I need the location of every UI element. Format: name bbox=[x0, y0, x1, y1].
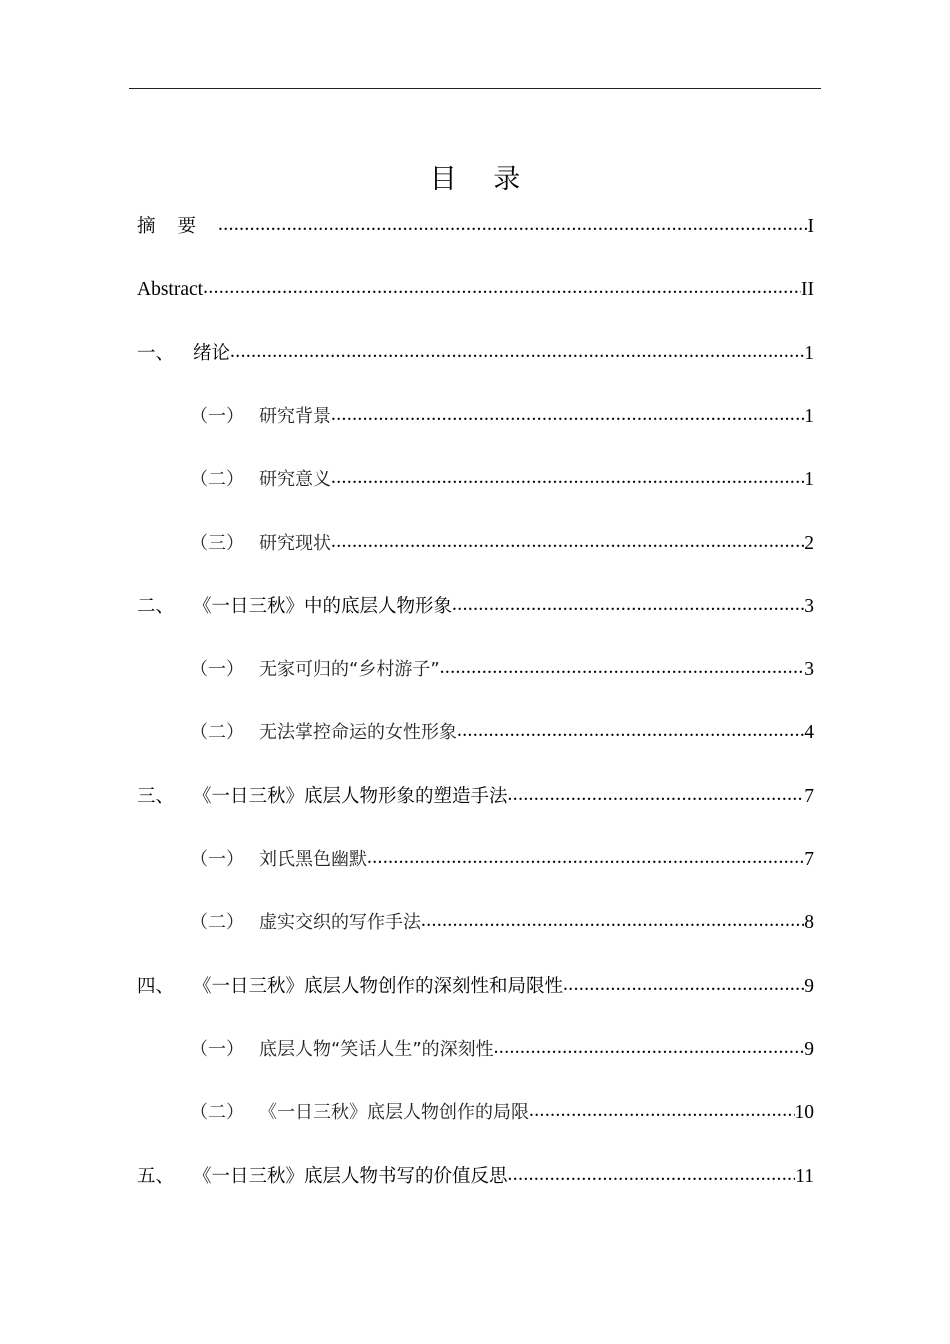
toc-dot-leader bbox=[529, 1100, 795, 1122]
toc-entry-page-number: 8 bbox=[804, 912, 814, 933]
toc-entry-label: 虚实交织的写作手法 bbox=[259, 912, 421, 933]
toc-dot-leader bbox=[508, 784, 805, 806]
toc-entry-number: 二、 bbox=[137, 596, 175, 617]
toc-dot-leader bbox=[331, 531, 804, 553]
toc-entry[interactable] bbox=[190, 651, 814, 681]
toc-dot-leader bbox=[494, 1037, 805, 1059]
toc-entry-label: 研究意义 bbox=[259, 469, 331, 490]
toc-entry[interactable] bbox=[190, 714, 814, 744]
toc-entry-number: 五、 bbox=[137, 1166, 175, 1187]
toc-entry-label: Abstract bbox=[137, 279, 204, 300]
toc-entry[interactable] bbox=[137, 588, 814, 618]
toc-entry-number: （二） bbox=[190, 912, 244, 933]
toc-entry-label: 无家可归的“乡村游子” bbox=[259, 659, 440, 680]
toc-entry[interactable] bbox=[190, 1094, 814, 1124]
toc-entry-label: 研究背景 bbox=[259, 406, 331, 427]
toc-entry[interactable] bbox=[137, 968, 814, 998]
toc-entry-page-number: 10 bbox=[794, 1102, 814, 1123]
toc-entry-number: （一） bbox=[190, 849, 244, 870]
toc-entry[interactable] bbox=[190, 398, 814, 428]
toc-entry-page-number: 11 bbox=[795, 1166, 814, 1187]
toc-entry-label: 《一日三秋》底层人物创作的深刻性和局限性 bbox=[193, 976, 564, 997]
toc-entry-page-number: 1 bbox=[804, 469, 814, 490]
toc-dot-leader bbox=[508, 1164, 796, 1186]
toc-entry-page-number: 3 bbox=[804, 659, 814, 680]
toc-entry-label: 摘要 bbox=[137, 216, 219, 237]
toc-entry-label: 《一日三秋》底层人物形象的塑造手法 bbox=[193, 786, 508, 807]
toc-dot-leader bbox=[331, 467, 804, 489]
toc-entry-page-number: 2 bbox=[804, 533, 814, 554]
toc-entry-page-number: 1 bbox=[804, 406, 814, 427]
toc-entry[interactable] bbox=[190, 525, 814, 555]
toc-entry[interactable] bbox=[137, 778, 814, 808]
toc-dot-leader bbox=[563, 974, 804, 996]
toc-entry-page-number: 9 bbox=[804, 976, 814, 997]
toc-entry-page-number: II bbox=[801, 279, 814, 300]
toc-dot-leader bbox=[367, 847, 804, 869]
toc-dot-leader bbox=[203, 277, 801, 299]
toc-entry-page-number: 3 bbox=[804, 596, 814, 617]
toc-entry[interactable] bbox=[137, 1158, 814, 1188]
toc-entry-label: 《一日三秋》中的底层人物形象 bbox=[193, 596, 453, 617]
toc-entry-label: 无法掌控命运的女性形象 bbox=[259, 722, 457, 743]
toc-entry-number: （一） bbox=[190, 1039, 244, 1060]
toc-entry[interactable] bbox=[190, 904, 814, 934]
header-rule bbox=[129, 88, 821, 89]
toc-entry-page-number: 4 bbox=[804, 722, 814, 743]
toc-dot-leader bbox=[230, 341, 804, 363]
toc-entry-number: （三） bbox=[190, 533, 244, 554]
toc-entry[interactable] bbox=[190, 1031, 814, 1061]
toc-entry-page-number: 7 bbox=[804, 786, 814, 807]
toc-entry-label: 《一日三秋》底层人物书写的价值反思 bbox=[193, 1166, 508, 1187]
toc-entry-label: 底层人物“笑话人生”的深刻性 bbox=[259, 1039, 494, 1060]
toc-entry-page-number: 9 bbox=[804, 1039, 814, 1060]
toc-entry-number: 一、 bbox=[137, 343, 175, 364]
toc-dot-leader bbox=[452, 594, 804, 616]
toc-entry-number: 三、 bbox=[137, 786, 175, 807]
toc-entry-number: （二） bbox=[190, 722, 244, 743]
toc-entry-page-number: I bbox=[807, 216, 814, 237]
toc-entry-page-number: 7 bbox=[804, 849, 814, 870]
page-title: 目 录 bbox=[429, 164, 535, 195]
toc-entry[interactable] bbox=[137, 335, 814, 365]
toc-entry-page-number: 1 bbox=[804, 343, 814, 364]
toc-entry-label: 研究现状 bbox=[259, 533, 331, 554]
toc-entry[interactable] bbox=[137, 208, 814, 238]
toc-dot-leader bbox=[331, 404, 804, 426]
toc-dot-leader bbox=[457, 720, 804, 742]
toc-dot-leader bbox=[218, 214, 807, 236]
toc-entry-number: （二） bbox=[190, 469, 244, 490]
toc-entry-number: 四、 bbox=[137, 976, 175, 997]
toc-entry-label: 绪论 bbox=[193, 343, 231, 364]
toc-entry[interactable] bbox=[137, 271, 814, 301]
toc-entry-label: 刘氏黑色幽默 bbox=[259, 849, 367, 870]
toc-entry-label: 《一日三秋》底层人物创作的局限 bbox=[259, 1102, 529, 1123]
toc-dot-leader bbox=[421, 910, 804, 932]
toc-entry-number: （一） bbox=[190, 406, 244, 427]
toc-entry-number: （一） bbox=[190, 659, 244, 680]
toc-entry[interactable] bbox=[190, 841, 814, 871]
toc-dot-leader bbox=[440, 657, 805, 679]
toc-entry[interactable] bbox=[190, 461, 814, 491]
toc-entry-number: （二） bbox=[190, 1102, 244, 1123]
